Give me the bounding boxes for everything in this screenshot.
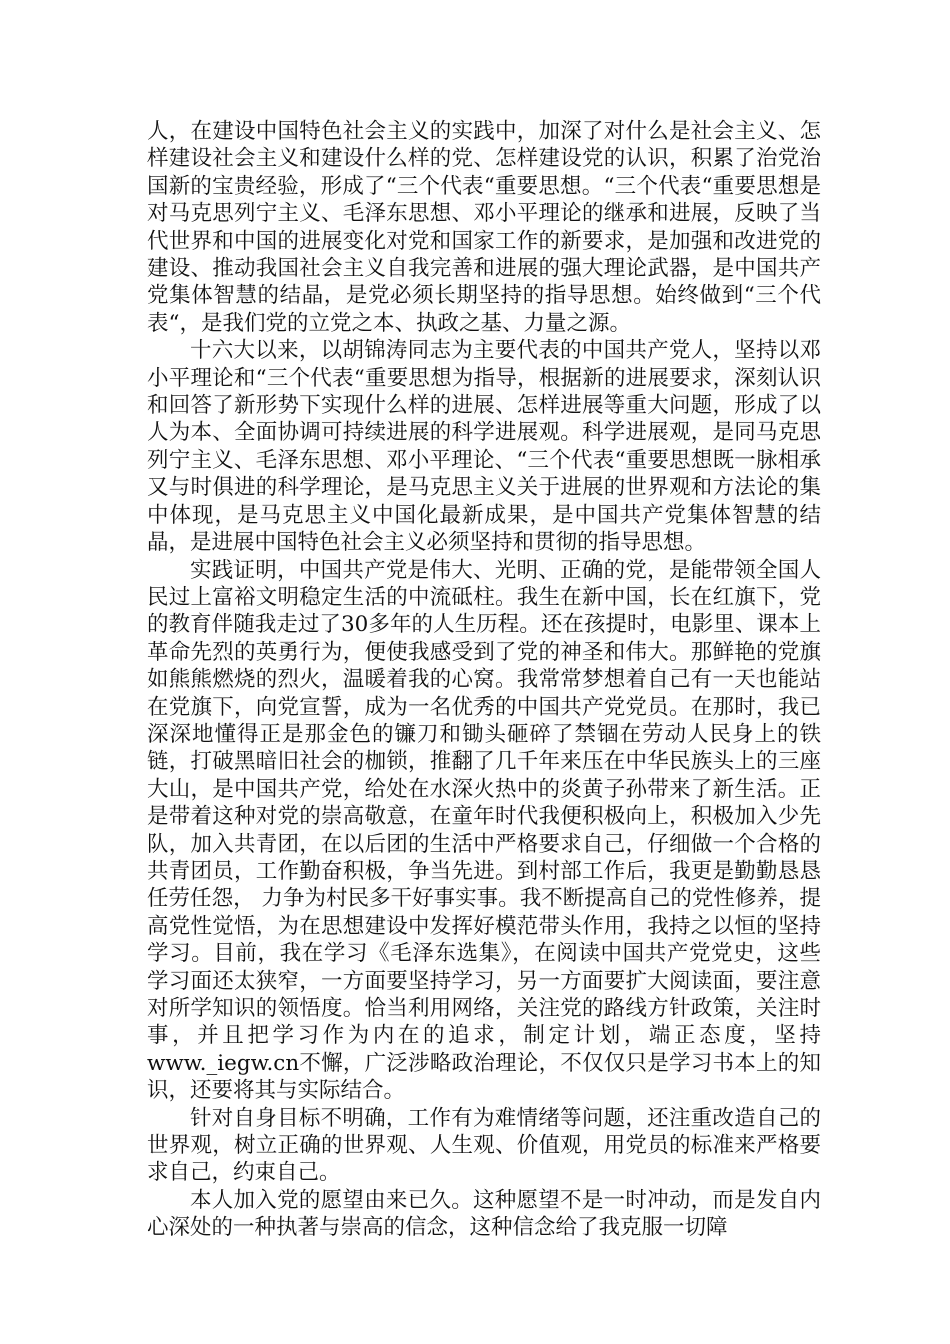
paragraph-practice-proves: 实践证明，中国共产党是伟大、光明、正确的党，是能带领全国人民过上富裕文明稳定生活的中流砥柱。我生在新中国，长在红旗下，党的教育伴随我走过了30多年的人生历程。还在孩提时，电影里、课本上革命先烈的英勇行为，便使我感受到了党的神圣和伟大。那鲜艳的党旗如熊熊燃烧的烈火，温暖着我的心窝。我常常梦想着自己有一天也能站在党旗下，向党宣誓，成为一名优秀的中国共产党党员。在那时，我已深深地懂得正是那金色的镰刀和锄头砸碎了禁锢在劳动人民身上的铁链，打破黑暗旧社会的枷锁，推翻了几千年来压在中华民族头上的三座大山，是中国共产党，给处在水深火热中的炎黄子孙带来了新生活。正是带着这种对党的崇高敬意，在童年时代我便积极向上，积极加入少先队，加入共青团，在以后团的生活中严格要求自己，仔细做一个合格的共青团员，工作勤奋积极，争当先进。到村部工作后，我更是勤勤恳恳任劳任怨， 力争为村民多干好事实事。我不断提高自己的党性修养，提高党性觉悟，为在思想建设中发挥好模范带头作用，我持之以恒的坚持学习。目前，我在学习《毛泽东选集》，在阅读中国共产党党史，这些学习面还太狭窄，一方面要坚持学习，另一方面要扩大阅读面，要注意对所学知识的领悟度。恰当利用网络，关注党的路线方针政策，关注时事，并且把学习作为内在的追求，制定计划，端正态度，坚持www._iegw.cn不懈，广泛涉略政治理论，不仅仅只是学习书本上的知识，还要将其与实际结合。 <box>147 557 821 1104</box>
document-page <box>147 118 821 1242</box>
paragraph-scientific-outlook: 十六大以来，以胡锦涛同志为主要代表的中国共产党人，坚持以邓小平理论和“三个代表“重要思想为指导，根据新的进展要求，深刻认识和回答了新形势下实现什么样的进展、怎样进展等重大问题，形成了以人为本、全面协调可持续进展的科学进展观。科学进展观，是同马克思列宁主义、毛泽东思想、邓小平理论、“三个代表“重要思想既一脉相承又与时俱进的科学理论，是马克思主义关于进展的世界观和方法论的集中体现，是马克思主义中国化最新成果，是中国共产党集体智慧的结晶，是进展中国特色社会主义必须坚持和贯彻的指导思想。 <box>147 338 821 556</box>
paragraph-continuation: 人，在建设中国特色社会主义的实践中，加深了对什么是社会主义、怎样建设社会主义和建设什么样的党、怎样建设党的认识，积累了治党治国新的宝贵经验，形成了“三个代表“重要思想。“三个代表“重要思想是对马克思列宁主义、毛泽东思想、邓小平理论的继承和进展，反映了当代世界和中国的进展变化对党和国家工作的新要求，是加强和改进党的建设、推动我国社会主义自我完善和进展的强大理论武器，是中国共产党集体智慧的结晶，是党必须长期坚持的指导思想。始终做到“三个代表“，是我们党的立党之本、执政之基、力量之源。 <box>147 119 821 336</box>
paragraph-wish-to-join: 本人加入党的愿望由来已久。这种愿望不是一时冲动，而是发自内心深处的一种执著与崇高的信念，这种信念给了我克服一切障 <box>147 1187 821 1241</box>
paragraph-self-improvement: 针对自身目标不明确，工作有为难情绪等问题，还注重改造自己的世界观，树立正确的世界观、人生观、价值观，用党员的标准来严格要求自己，约束自己。 <box>147 1105 821 1186</box>
